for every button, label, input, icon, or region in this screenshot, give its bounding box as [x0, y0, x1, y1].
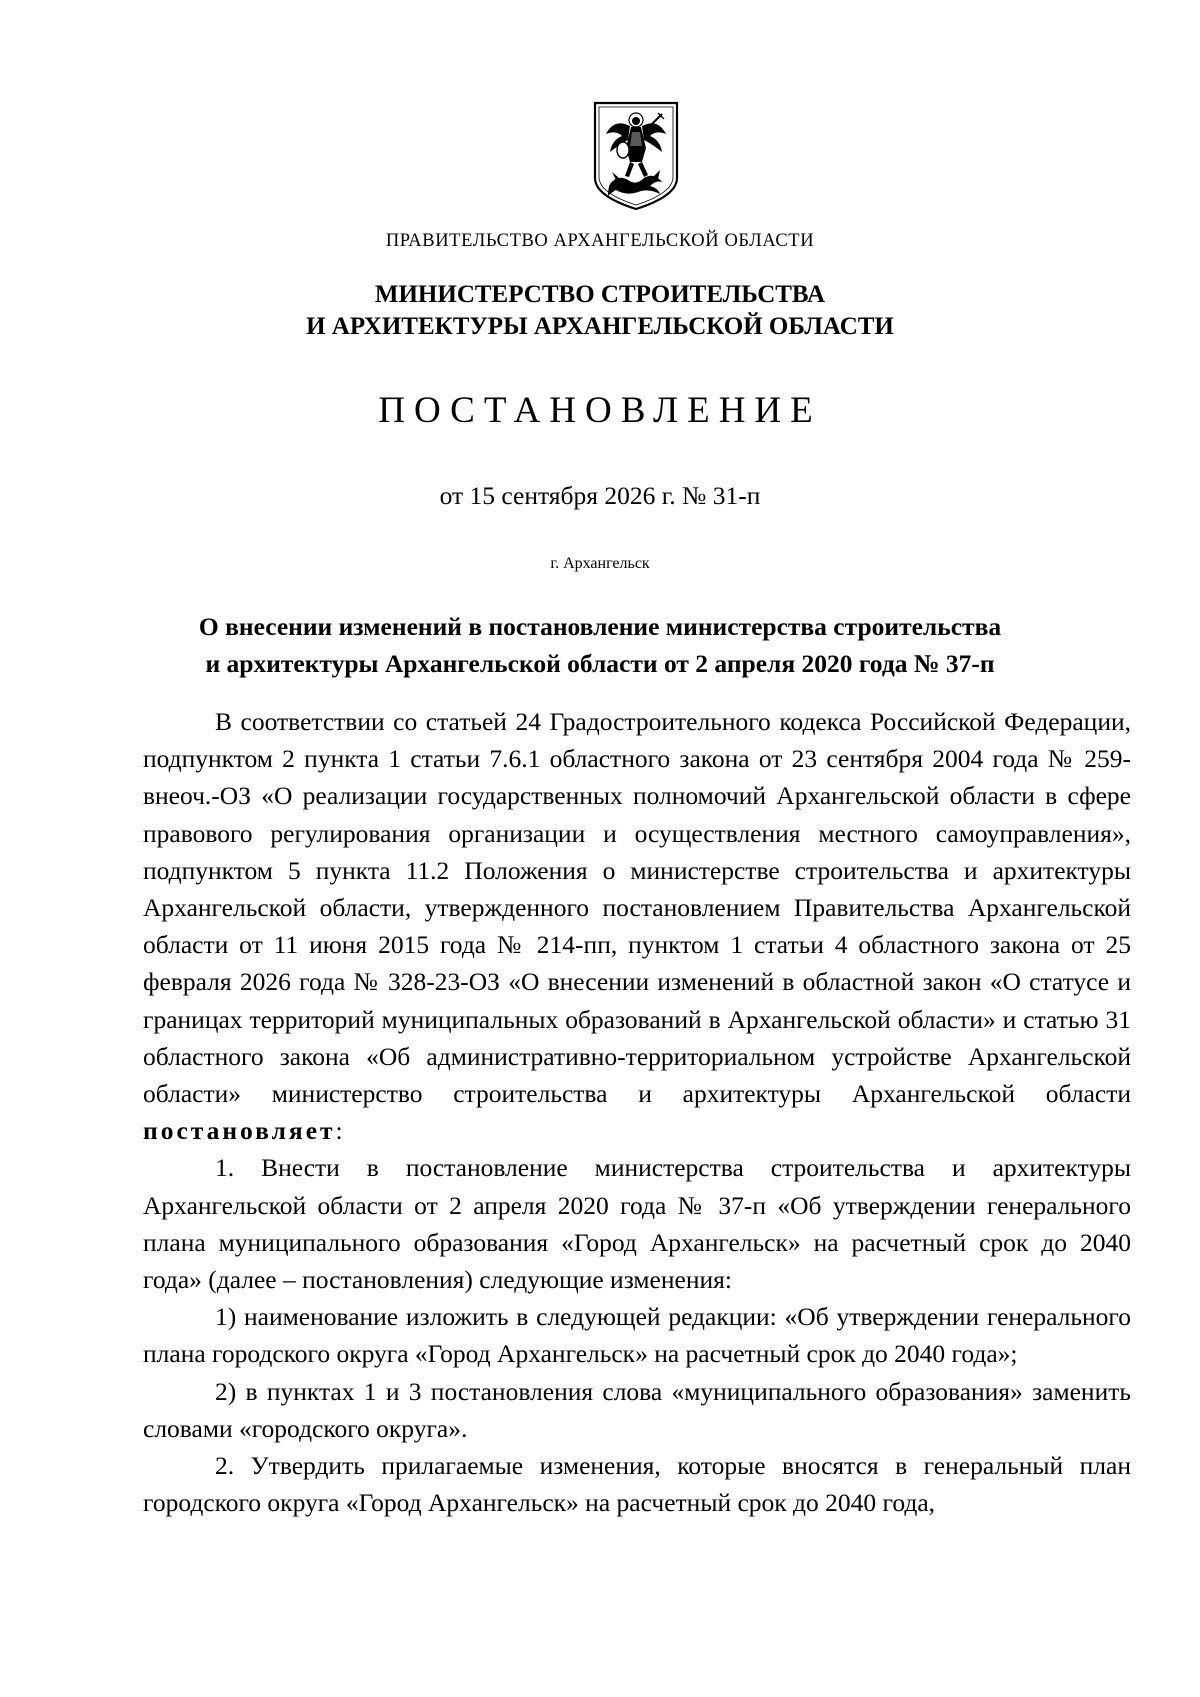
decree-colon: :	[335, 1116, 343, 1146]
decree-word: постановляет	[143, 1116, 336, 1146]
ministry-name-line1: МИНИСТЕРСТВО СТРОИТЕЛЬСТВА	[374, 281, 826, 308]
document-subject	[0, 608, 1200, 682]
preamble-text: В соответствии со статьей 24 Градостроительного кодекса Российской Федерации, подпунктом 2 пункта 1 статьи 7.6.1 областного закона от 23 сентября 2004 года № 259-внеоч.-ОЗ «О реализации государственных полномочий Архангельской области в сфере правового регулирования организации и осуществления местного самоуправления», подпунктом 5 пункта 11.2 Положения о министерстве строительства и архитектуры Архангельской области, утвержденного постановлением Правительства Архангельской области от 11 июня 2015 года № 214-пп, пунктом 1 статьи 4 областного закона от 25 февраля 2026 года № 328-23-ОЗ «О внесении изменений в областной закон «О статусе и границах территорий муниципальных образований в Архангельской области» и статью 31 областного закона «Об административно-территориальном устройстве Архангельской области» министерство строительства и архитектуры Архангельской области	[143, 707, 1131, 1109]
document-subject-line2: и архитектуры Архангельской области от 2 апреля 2020 года № 37-п	[205, 649, 995, 678]
government-name: ПРАВИТЕЛЬСТВО АРХАНГЕЛЬСКОЙ ОБЛАСТИ	[385, 231, 815, 251]
arkhangelsk-coat-of-arms-icon	[592, 100, 680, 212]
item-1-paragraph: 1. Внести в постановление министерства строительства и архитектуры Архангельской области от 2 апреля 2020 года № 37-п «Об утверждении генерального плана муниципального образования «Город Архангельск» на расчетный срок до 2040 года» (далее – постановления) следующие изменения:	[143, 1153, 1131, 1295]
document-type-title: ПОСТАНОВЛЕНИЕ	[378, 390, 822, 431]
item-2-paragraph: 2. Утвердить прилагаемые изменения, которые вносятся в генеральный план городского округа «Город Архангельск» на расчетный срок до 2040 года,	[143, 1451, 1131, 1518]
item-1-2-paragraph: 2) в пунктах 1 и 3 постановления слова «муниципального образования» заменить словами «городского округа».	[143, 1376, 1131, 1443]
document-subject-line1: О внесении изменений в постановление министерства строительства	[198, 612, 1002, 641]
item-1-1-paragraph: 1) наименование изложить в следующей редакции: «Об утверждении генерального плана городского округа «Город Архангельск» на расчетный срок до 2040 года»;	[143, 1302, 1131, 1369]
ministry-name	[0, 279, 1200, 343]
ministry-name-line2: И АРХИТЕКТУРЫ АРХАНГЕЛЬСКОЙ ОБЛАСТИ	[306, 313, 894, 340]
document-city: г. Архангельск	[550, 555, 650, 572]
document-body	[143, 703, 1131, 1521]
document-date-number: от 15 сентября 2026 г. № 31-п	[439, 481, 761, 510]
preamble-paragraph	[143, 703, 1131, 1149]
